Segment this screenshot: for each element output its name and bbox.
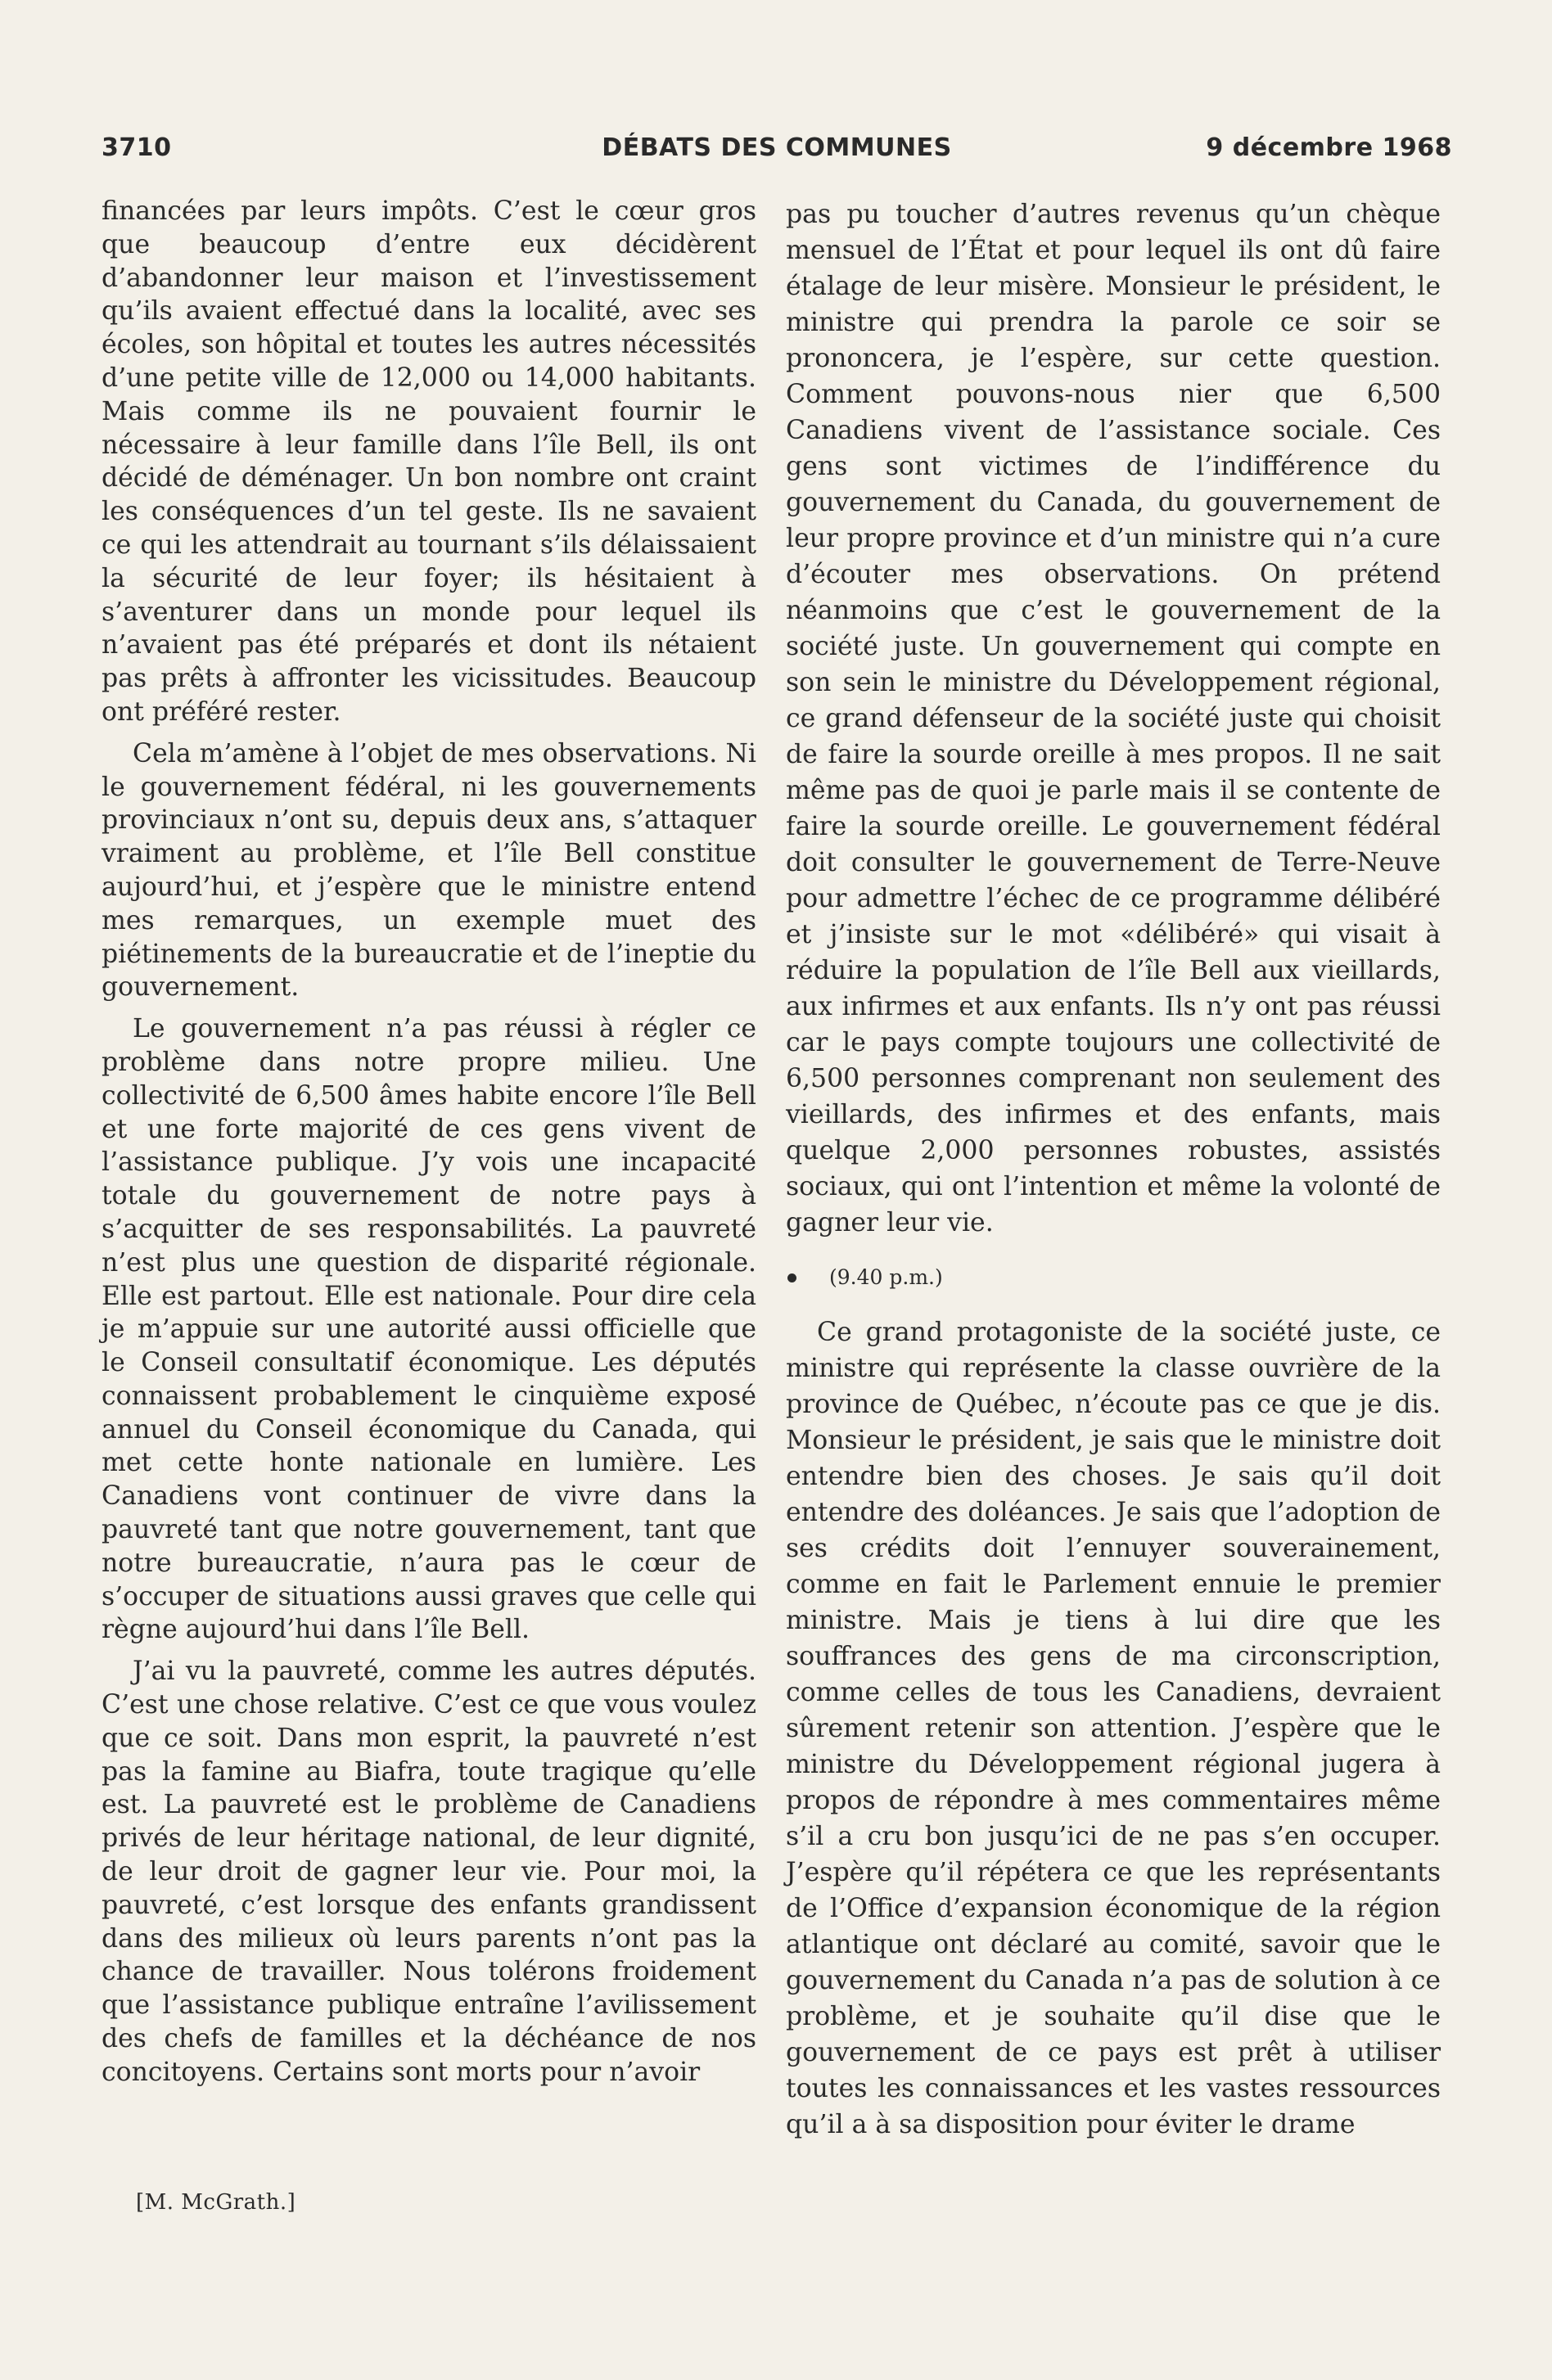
paragraph: Ce grand protagoniste de la société juste, ce ministre qui représente la classe ouvrière de la province de Québec, n’écoute pas ce que je dis. Monsieur le président, je sais que le ministre doit entendre bien des choses. Je sais qu’il doit entendre des doléances. Je sais que l’adoption de ses crédits doit l’ennuyer souverainement, comme en fait le Parlement ennuie le premier ministre. Mais je tiens à lui dire que les souffrances des gens de ma circonscription, comme celles de tous les Canadiens, devraient sûrement retenir son attention. J’espère que le ministre du Développement régional jugera à propos de répondre à mes commentaires même s’il a cru bon jusqu’ici de ne pas s’en occuper. J’espère qu’il répétera ce que les représentants de l’Office d’expansion économique de la région atlantique ont déclaré au comité, savoir que le gouvernement du Canada n’a pas de solution à ce problème, et je souhaite qu’il dise que le gouvernement de ce pays est prêt à utiliser toutes les connaissances et les vastes ressources qu’il a à sa disposition pour éviter le drame: [786, 1318, 1441, 2139]
paragraph: financées par leurs impôts. C’est le cœur gros que beaucoup d’entre eux décidèrent d’abandonner leur maison et l’investissement qu’ils avaient effectué dans la localité, avec ses écoles, son hôpital et toutes les autres nécessités d’une petite ville de 12,000 ou 14,000 habitants. Mais comme ils ne pouvaient fournir le nécessaire à leur famille dans l’île Bell, ils ont décidé de déménager. Un bon nombre ont craint les conséquences d’un tel geste. Ils ne savaient ce qui les attendrait au tournant s’ils délaissaient la sécurité de leur foyer; ils hésitaient à s’aventurer dans un monde pour lequel ils n’avaient pas été préparés et dont ils nétaient pas prêts à affronter les vicissitudes. Beaucoup ont préféré rester.: [102, 196, 756, 727]
running-header: [102, 133, 1452, 171]
time-marker-text: (9.40 p.m.): [829, 1265, 943, 1289]
page-date: 9 décembre 1968: [1206, 133, 1452, 162]
time-marker: [786, 1265, 1441, 1290]
paragraph: pas pu toucher d’autres revenus qu’un chèque mensuel de l’État et pour lequel ils ont dû faire étalage de leur misère. Monsieur le président, le ministre qui prendra la parole ce soir se prononcera, je l’espère, sur cette question. Comment pouvons-nous nier que 6,500 Canadiens vivent de l’assistance sociale. Ces gens sont victimes de l’indifférence du gouvernement du Canada, du gouvernement de leur propre province et d’un ministre qui n’a cure d’écouter mes observations. On prétend néanmoins que c’est le gouvernement de la société juste. Un gouvernement qui compte en son sein le ministre du Développement régional, ce grand défenseur de la société juste qui choisit de faire la sourde oreille à mes propos. Il ne sait même pas de quoi je parle mais il se contente de faire la sourde oreille. Le gouvernement fédéral doit consulter le gouvernement de Terre-Neuve pour admettre l’échec de ce programme délibéré et j’insiste sur le mot «délibéré» qui visait à réduire la population de l’île Bell aux vieillards, aux infirmes et aux enfants. Ils n’y ont pas réussi car le pays compte toujours une collectivité de 6,500 personnes comprenant non seulement des vieillards, des infirmes et des enfants, mais quelque 2,000 personnes robustes, assistés sociaux, qui ont l’intention et même la volonté de gagner leur vie.: [786, 200, 1441, 1237]
page-number: 3710: [102, 133, 172, 162]
journal-title: DÉBATS DES COMMUNES: [602, 133, 952, 162]
paragraph: Cela m’amène à l’objet de mes observations. Ni le gouvernement fédéral, ni les gouvernements provinciaux n’ont su, depuis deux ans, s’attaquer vraiment au problème, et l’île Bell constitue aujourd’hui, et j’espère que le ministre entend mes remarques, un exemple muet des piétinements de la bureaucratie et de l’ineptie du gouvernement.: [102, 738, 756, 1003]
left-column: [102, 195, 756, 2089]
speaker-footer: [M. McGrath.]: [136, 2190, 296, 2215]
bullet-icon: [787, 1273, 796, 1282]
right-column: [786, 196, 1441, 2143]
paragraph: J’ai vu la pauvreté, comme les autres députés. C’est une chose relative. C’est ce que vous voulez que ce soit. Dans mon esprit, la pauvreté n’est pas la famine au Biafra, toute tragique qu’elle est. La pauvreté est le problème de Canadiens privés de leur héritage national, de leur dignité, de leur droit de gagner leur vie. Pour moi, la pauvreté, c’est lorsque des enfants grandissent dans des milieux où leurs parents n’ont pas la chance de travailler. Nous tolérons froidement que l’assistance publique entraîne l’avilissement des chefs de familles et la déchéance de nos concitoyens. Certains sont morts pour n’avoir: [102, 1657, 756, 2087]
paragraph: Le gouvernement n’a pas réussi à régler ce problème dans notre propre milieu. Une collectivité de 6,500 âmes habite encore l’île Bell et une forte majorité de ces gens vivent de l’assistance publique. J’y vois une incapacité totale du gouvernement de notre pays à s’acquitter de ses responsabilités. La pauvreté n’est plus une question de disparité régionale. Elle est partout. Elle est nationale. Pour dire cela je m’appuie sur une autorité aussi officielle que le Conseil consultatif économique. Les députés connaissent probablement le cinquième exposé annuel du Conseil économique du Canada, qui met cette honte nationale en lumière. Les Canadiens vont continuer de vivre dans la pauvreté tant que notre gouvernement, tant que notre bureaucratie, n’aura pas le cœur de s’occuper de situations aussi graves que celle qui règne aujourd’hui dans l’île Bell.: [102, 1014, 756, 1645]
